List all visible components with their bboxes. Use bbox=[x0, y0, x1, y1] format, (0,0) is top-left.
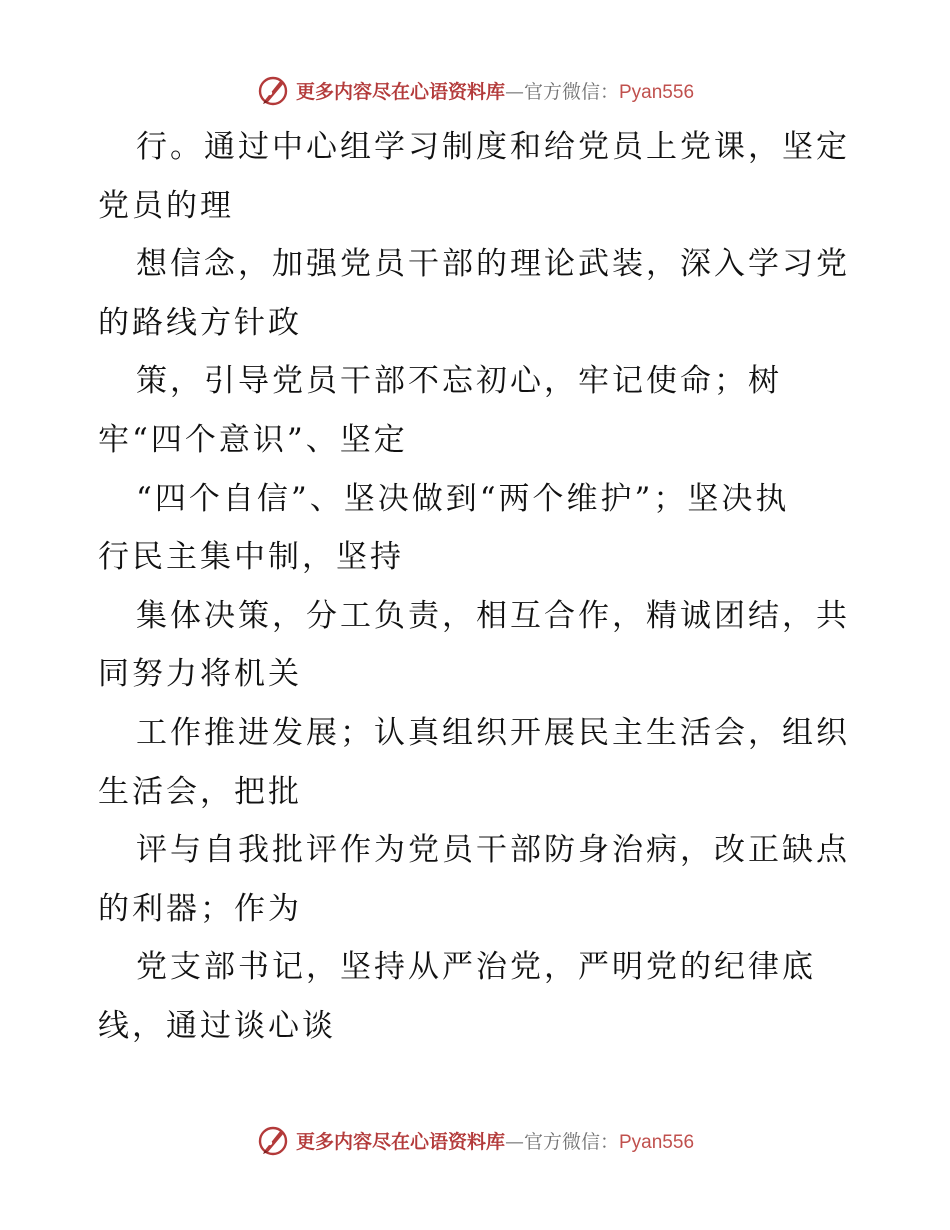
text-line: 生活会，把批 bbox=[98, 773, 302, 810]
text-line: “四个自信”、坚决做到“两个维护”；坚决执 bbox=[136, 480, 790, 517]
banner-wechat-label: 官方微信： bbox=[523, 80, 619, 103]
text-line: 牢“四个意识”、坚定 bbox=[98, 421, 408, 458]
banner-wechat-label: 官方微信： bbox=[523, 1130, 619, 1153]
banner-separator: — bbox=[504, 80, 524, 103]
text-line: 的利器；作为 bbox=[98, 890, 302, 927]
text-line: 党支部书记，坚持从严治党，严明党的纪律底 bbox=[136, 949, 816, 986]
banner-separator: — bbox=[504, 1130, 524, 1153]
text-line: 集体决策，分工负责，相互合作，精诚团结，共 bbox=[136, 597, 850, 634]
document-body bbox=[98, 118, 858, 1056]
banner-wechat-id: Pyan556 bbox=[619, 81, 695, 103]
text-line: 行。通过中心组学习制度和给党员上党课，坚定 bbox=[136, 129, 850, 165]
header-banner-text bbox=[296, 77, 694, 104]
text-line: 评与自我批评作为党员干部防身治病，改正缺点 bbox=[136, 832, 850, 869]
text-line: 行民主集中制，坚持 bbox=[98, 539, 404, 576]
text-line: 党员的理 bbox=[98, 187, 234, 224]
header-banner bbox=[0, 70, 950, 110]
text-line: 策，引导党员干部不忘初心，牢记使命；树 bbox=[136, 363, 782, 400]
text-line: 工作推进发展；认真组织开展民主生活会，组织 bbox=[136, 714, 850, 751]
footer-banner-text bbox=[296, 1127, 694, 1154]
banner-main-text: 更多内容尽在心语资料库 bbox=[295, 1130, 505, 1153]
quill-pen-logo-icon bbox=[256, 73, 290, 107]
banner-wechat-id: Pyan556 bbox=[619, 1131, 695, 1153]
text-line: 的路线方针政 bbox=[98, 304, 302, 341]
text-line: 想信念，加强党员干部的理论武装，深入学习党 bbox=[136, 246, 850, 283]
footer-banner bbox=[0, 1120, 950, 1160]
quill-pen-logo-icon bbox=[256, 1123, 290, 1157]
text-line: 同努力将机关 bbox=[98, 656, 302, 693]
text-line: 线，通过谈心谈 bbox=[98, 1007, 336, 1044]
banner-main-text: 更多内容尽在心语资料库 bbox=[295, 80, 505, 103]
